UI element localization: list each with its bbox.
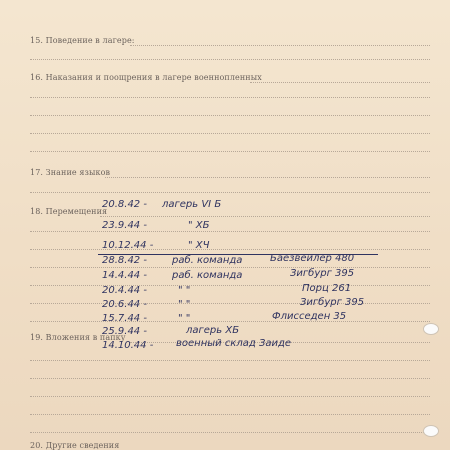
command-dest: " " [178,285,191,296]
command-place: Порц 261 [302,283,352,294]
command-date: 14.4.44 - [102,270,147,281]
blank-line [30,97,430,98]
punch-hole [423,425,439,437]
field-18-label: 18. Перемещения [30,207,108,216]
transfer-date: 20.8.42 - [102,199,147,210]
field-18-line [100,216,430,217]
blank-line [30,432,430,433]
transfer-date: 23.9.44 - [102,220,147,231]
field-19-label: 19. Вложения в папку [30,333,126,342]
field-15-label: 15. Поведение в лагере: [30,36,135,45]
blank-line [30,231,430,232]
blank-line [30,360,430,361]
blank-line [30,414,430,415]
command-date: 20.4.44 - [102,285,147,296]
command-date: 20.6.44 - [102,299,147,310]
command-date: 28.8.42 - [102,255,147,266]
field-15-line [130,45,430,46]
transfer-dest: " XЧ [188,240,210,251]
field-17-line [105,177,430,178]
punch-hole [423,323,439,335]
command-date: 15.7.44 - [102,313,147,324]
command-place: Баезвейлер 480 [270,253,355,264]
blank-line [30,285,430,286]
command-dest: " " [178,313,191,324]
command-dest: раб. команда [172,270,243,281]
transfer-date: 10.12.44 - [102,240,154,251]
command-dest: раб. команда [172,255,243,266]
blank-line [30,133,430,134]
blank-line [30,267,430,268]
blank-line [30,303,430,304]
field-16-label: 16. Наказания и поощрения в лагере военнопленных [30,73,262,82]
blank-line [30,321,430,322]
blank-line [30,115,430,116]
transfer-dest: лагерь VI Б [162,199,222,210]
command-dest: " " [178,299,191,310]
command-dest: военный склад Заиде [176,338,292,349]
command-place: Зигбург 395 [300,297,365,308]
transfer-dest: " XБ [188,220,210,231]
blank-line [30,151,430,152]
command-place: Флисседен 35 [272,311,347,322]
field-20-label: 20. Другие сведения [30,441,120,450]
blank-line [30,396,430,397]
blank-line [30,192,430,193]
command-date: 14.10.44 - [102,340,154,351]
command-place: Зигбург 395 [290,268,355,279]
field-17-label: 17. Знание языков [30,168,111,177]
field-16-line [250,82,430,83]
command-date: 25.9.44 - [102,326,147,337]
blank-line [30,378,430,379]
blank-line [30,249,430,250]
command-dest: лагерь XБ [186,325,240,336]
blank-line [30,59,430,60]
